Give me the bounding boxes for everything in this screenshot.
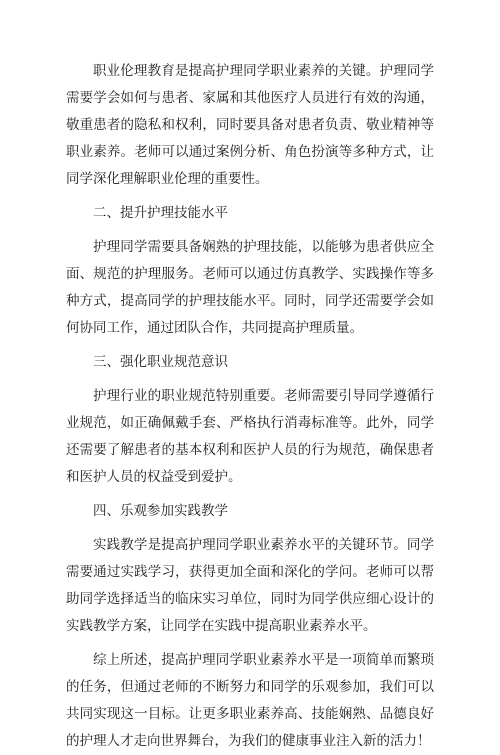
paragraph-ethics-education: 职业伦理教育是提高护理同学职业素养的关键。护理同学需要学会如何与患者、家属和其他医疗人员进行有效的沟通，敬重患者的隐私和权利，同时要具备对患者负责、敬业精神等职业素养。老师可以通过案例分析、角色扮演等多种方式，让同学深化理解职业伦理的重要性。 bbox=[66, 63, 434, 187]
paragraph-professional-norms: 护理行业的职业规范特别重要。老师需要引导同学遵循行业规范，如正确佩戴手套、严格执行消毒标准等。此外，同学还需要了解患者的基本权利和医护人员的行为规范，确保患者和医护人员的权益受到爱护。 bbox=[66, 388, 434, 485]
section-heading-practice: 四、乐观参加实践教学 bbox=[93, 503, 228, 519]
paragraph-nursing-skills: 护理同学需要具备娴熟的护理技能，以能够为患者供应全面、规范的护理服务。老师可以通过仿真教学、实践操作等多种方式，提高同学的护理技能水平。同时，同学还需要学会如何协同工作，通过团队合作，共同提高护理质量。 bbox=[66, 239, 434, 336]
paragraph-conclusion: 综上所述，提高护理同学职业素养水平是一项简单而繁琐的任务，但通过老师的不断努力和同学的乐观参加，我们可以共同实现这一目标。让更多职业素养高、技能娴熟、品德良好的护理人才走向世界舞台，为我们的健康事业注入新的活力！ bbox=[66, 652, 434, 749]
section-heading-norms: 三、强化职业规范意识 bbox=[93, 354, 228, 370]
paragraph-practice-teaching: 实践教学是提高护理同学职业素养水平的关键环节。同学需要通过实践学习，获得更加全面和深化的学问。老师可以帮助同学选择适当的临床实习单位，同时为同学供应细心设计的实践教学方案，让同学在实践中提高职业素养水平。 bbox=[66, 537, 434, 634]
section-heading-skills: 二、提升护理技能水平 bbox=[93, 205, 228, 221]
